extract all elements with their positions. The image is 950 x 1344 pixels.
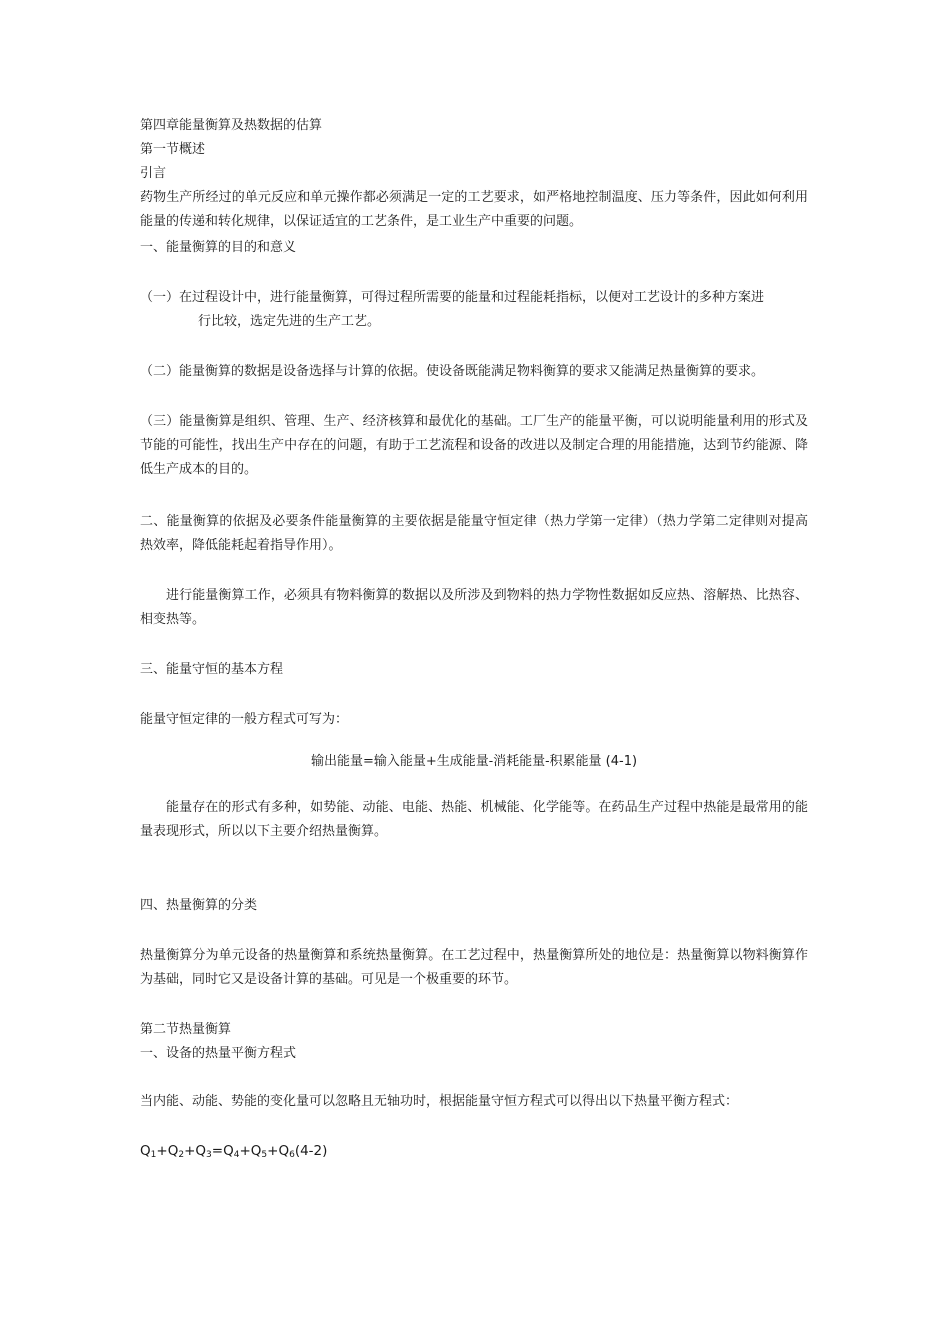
chapter-title: 第四章能量衡算及热数据的估算	[140, 118, 323, 133]
energy-forms-paragraph: 能量存在的形式有多种，如势能、动能、电能、热能、机械能、化学能等。在药品生产过程中热能是最常用的能量表现形式，所以以下主要介绍热量衡算。	[140, 800, 808, 839]
equation-4-2-number: (4-2)	[294, 1143, 328, 1159]
intro-paragraph: 药物生产所经过的单元反应和单元操作都必须满足一定的工艺要求，如严格地控制温度、压力等条件，因此如何利用能量的传递和转化规律，以保证适宜的工艺条件，是工业生产中重要的问题。	[140, 190, 808, 229]
classification-heading: 四、热量衡算的分类	[140, 898, 258, 913]
equation-4-1	[140, 750, 808, 774]
classification-paragraph: 热量衡算分为单元设备的热量衡算和系统热量衡算。在工艺过程中，热量衡算所处的地位是：热量衡算以物料衡算作为基础，同时它又是设备计算的基础。可见是一个极重要的环节。	[140, 948, 808, 987]
purpose-item-1-line-2: 行比较，选定先进的生产工艺。	[198, 314, 381, 329]
section2-title: 第二节热量衡算	[140, 1022, 232, 1037]
section1-title: 第一节概述	[140, 142, 206, 157]
balance-intro: 当内能、动能、势能的变化量可以忽略且无轴功时，根据能量守恒方程式可以得出以下热量平衡方程式：	[140, 1094, 739, 1109]
purpose-item-2: （二）能量衡算的数据是设备选择与计算的依据。使设备既能满足物料衡算的要求又能满足热量衡算的要求。	[140, 364, 765, 379]
equation-4-2: $Q_1+Q_2+Q_3=Q_4+Q_5+Q_6(4-2)$	[140, 1143, 328, 1160]
conservation-intro: 能量守恒定律的一般方程式可写为：	[140, 712, 349, 727]
conservation-heading: 三、能量守恒的基本方程	[140, 662, 284, 677]
data-requirements-paragraph: 进行能量衡算工作，必须具有物料衡算的数据以及所涉及到物料的热力学物性数据如反应热、溶解热、比热容、相变热等。	[140, 588, 808, 627]
equation-text: 输出能量=输入能量+生成能量-消耗能量-积累能量	[310, 754, 602, 769]
intro-label: 引言	[140, 166, 167, 181]
equation-number: (4-1)	[605, 754, 638, 769]
purpose-item-1-line-1: （一）在过程设计中，进行能量衡算，可得过程所需要的能量和过程能耗指标，以便对工艺设计的多种方案进	[140, 290, 765, 305]
purpose-heading: 一、能量衡算的目的和意义	[140, 240, 297, 255]
purpose-item-3: （三）能量衡算是组织、管理、生产、经济核算和最优化的基础。工厂生产的能量平衡，可以说明能量利用的形式及节能的可能性，找出生产中存在的问题，有助于工艺流程和设备的改进以及制定合理的用能措施，达到节约能源、降低生产成本的目的。	[140, 414, 808, 477]
basis-paragraph: 二、能量衡算的依据及必要条件能量衡算的主要依据是能量守恒定律（热力学第一定律）（热力学第二定律则对提高热效率，降低能耗起着指导作用）。	[140, 514, 808, 553]
balance-heading: 一、设备的热量平衡方程式	[140, 1046, 297, 1061]
